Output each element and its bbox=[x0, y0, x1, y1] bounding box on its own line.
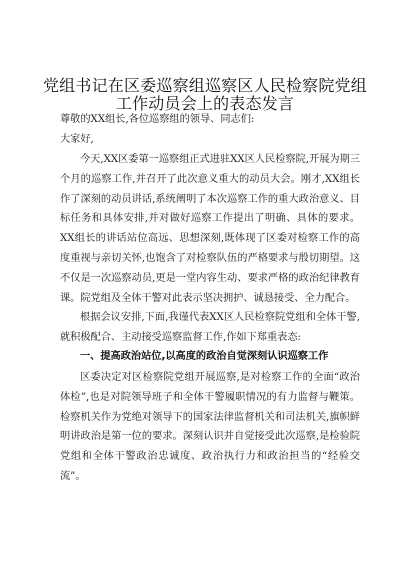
salutation: 尊敬的XX组长,各位巡察组的领导、同志们: bbox=[60, 114, 255, 125]
paragraph-statement: 根据会议安排,下面,我谨代表XX区人民检察院党组和全体干警,就积极配合、主动接受巡察监督工作,作如下郑重表态: bbox=[60, 312, 360, 343]
greeting: 大家好, bbox=[60, 134, 94, 145]
document-title: 党组书记在区委巡察组巡察区人民检察院党组工作动员会上的表态发言 bbox=[42, 76, 367, 113]
paragraph-section-one: 区委决定对区检察院党组开展巡察,是对检察工作的全面“政治体检”,也是对院领导班子和全体干警履职情况的有力监督与鞭策。检察机关作为党绝对领导下的国家法律监督机关和司法机关,旗帜鲜明讲政治是第一位的要求。深刻认识并自觉接受此次巡察,是检验院党组和全体干警政治忠诚度、政治执行力和政治担当的“经验交流”。 bbox=[60, 372, 360, 482]
section-heading: 一、提高政治站位,以高度的政治自觉深刻认识巡察工作 bbox=[80, 351, 329, 362]
paragraph-opening: 今天,XX区委第一巡察组正式进驻XX区人民检察院,开展为期三个月的巡察工作,并召开了此次意义重大的动员大会。刚才,XX组长作了深刻的动员讲话,系统阐明了本次巡察工作的重大政治意义、目标任务和具体安排,并对做好巡察工作提出了明确、具体的要求。XX组长的讲话站位高远、思想深刻,既体现了区委对检察工作的高度重视与亲切关怀,也饱含了对检察队伍的严格要求与殷切期望。这不仅是一次巡察动员,更是一堂内容生动、要求严格的政治纪律教育课。院党组及全体干警对此表示坚决拥护、诚恳接受、全力配合。 bbox=[60, 154, 360, 304]
